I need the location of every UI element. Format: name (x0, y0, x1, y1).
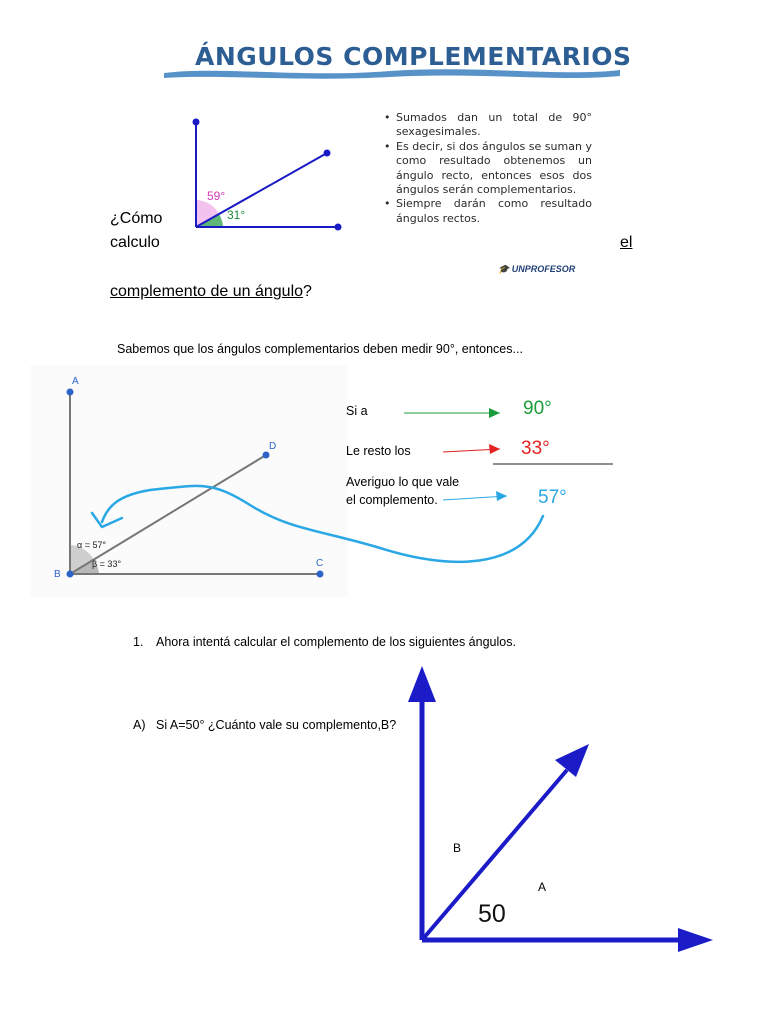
value-90: 90° (523, 398, 552, 419)
exercise-item-1: 1. Ahora intentá calcular el complemento de los siguientes ángulos. (133, 635, 516, 649)
alpha-label: α = 57° (77, 540, 107, 550)
arrow-right-icon (489, 408, 500, 418)
question-line-3: complemento de un ángulo? (110, 283, 312, 300)
step-averiguo: Averiguo lo que vale el complemento. (346, 475, 460, 507)
banner-bullets (384, 111, 592, 226)
point-d-label: D (269, 441, 277, 452)
label-b: B (453, 841, 462, 855)
point-a-label: A (72, 376, 79, 387)
exercise-item-a: A) Si A=50° ¿Cuánto vale su complemento,B? (133, 718, 397, 732)
arrow-right-icon (489, 444, 500, 454)
bullet-item: • Siempre darán como resultado ángulos rectos. (384, 197, 592, 226)
unprofesor-logo: 🎓 UNPROFESOR (498, 264, 576, 274)
angle-diagram (30, 365, 348, 597)
intro-text: Sabemos que los ángulos complementarios deben medir 90°, entonces... (117, 342, 523, 356)
step-si-a: Si a (346, 404, 368, 418)
bullet-item: • Es decir, si dos ángulos se suman y como resultado obtenemos un ángulo recto, entonces esos dos ángulos serán complementarios. (384, 140, 592, 198)
label-a: A (538, 880, 547, 894)
graduation-cap-icon: 🎓 (498, 264, 510, 274)
arrow-diagonal-icon (555, 744, 589, 777)
banner-title: ÁNGULOS COMPLEMENTARIOS (195, 42, 632, 71)
beta-label: β = 33° (92, 559, 122, 569)
question-line-1: ¿Cómo (110, 210, 163, 227)
arrow-right-icon (678, 928, 713, 952)
point-b-label: B (54, 569, 61, 580)
banner-angle-diagram (180, 110, 355, 240)
complement-link[interactable]: complemento de un ángulo (110, 283, 304, 300)
bullet-item: • Sumados dan un total de 90° sexagesimales. (384, 111, 592, 140)
point-c-label: C (316, 558, 324, 569)
exercise-angle-diagram (395, 660, 725, 960)
angle-31-label: 31° (227, 208, 246, 222)
arrow-up-icon (408, 666, 436, 702)
arrow-right-icon (496, 491, 507, 501)
question-line-2: calculo (110, 234, 160, 251)
step-resto: Le resto los (346, 444, 411, 458)
value-33: 33° (521, 438, 550, 459)
value-57: 57° (538, 487, 567, 508)
angle-59-label: 59° (207, 189, 226, 203)
label-50: 50 (478, 900, 506, 928)
question-link-start[interactable]: el (620, 234, 633, 251)
